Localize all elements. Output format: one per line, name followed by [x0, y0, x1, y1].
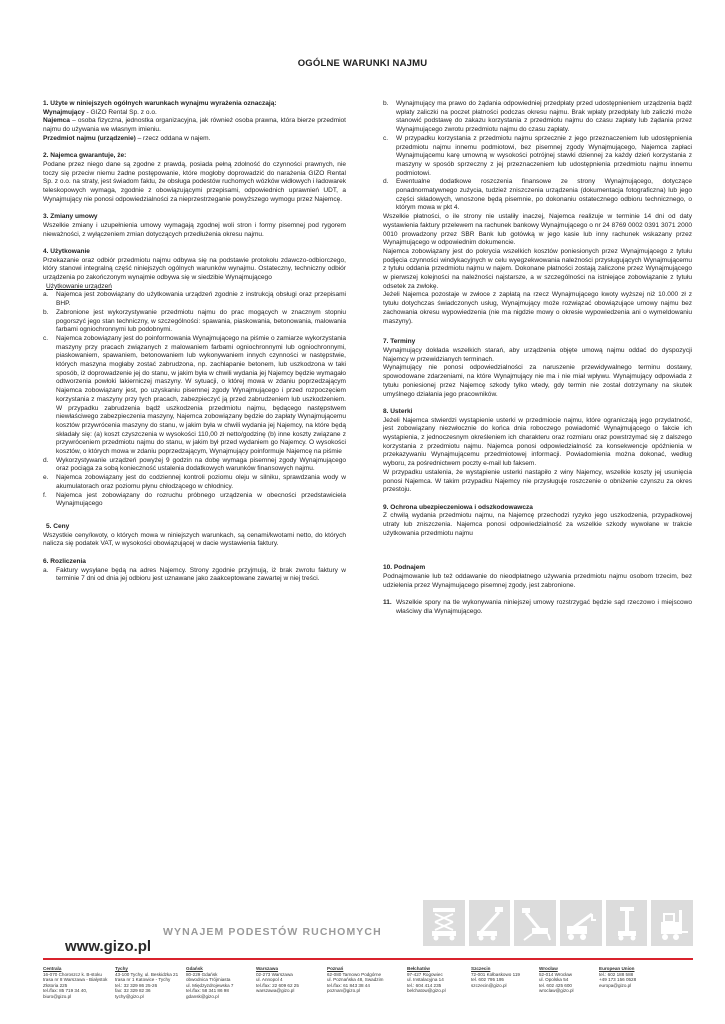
office-line: obwodnica Trójmiasta — [186, 977, 231, 983]
list-item — [43, 492, 346, 509]
section-11 — [383, 599, 692, 616]
definition-wynajmujacy — [43, 109, 346, 118]
section-8-heading: 8. Usterki — [383, 407, 413, 415]
office-line: 43-100 Tychy, ul. Beskidzka 21 — [115, 971, 179, 977]
office-line: tel. 602 795 195 — [471, 977, 504, 983]
boom-lift-icon — [469, 900, 511, 946]
office-name: Bełchatów — [407, 966, 430, 971]
office-centrala — [43, 966, 115, 1000]
list-item-text: Ewentualne dodatkowe roszczenia finansowe ze strony Wynajmującego, dotyczące ponadnormatywnego zużycia, tudzież zniszczenia urządzenia (dokumentacja fotograficzna) lub jego części składowych, wnoszone będą pisemnie, po dokonaniu ostatecznego odbioru technicznego, o którym mowa w pkt 4. — [396, 178, 692, 212]
office-line: +49 173 156 0528 — [599, 977, 637, 983]
list-item-label: c. — [43, 334, 49, 342]
section-6 — [43, 558, 346, 584]
section-2 — [43, 152, 346, 204]
office-european-union — [599, 966, 653, 1000]
mast-lift-icon — [606, 900, 648, 946]
section-4-text: Przekazanie oraz odbiór przedmiotu najmu odbywa się na podstawie protokołu zdawczo-odbiorczego, który stanowi integralną część niniejszych ogólnych warunków wynajmu. Ostateczny, techniczny odbiór urządzenia po zakończonym wynajmie odbywa się w siedzibie Wynajmującego — [43, 256, 346, 282]
list-item — [43, 309, 346, 335]
list-item-label: c. — [383, 134, 389, 142]
list-item — [43, 474, 346, 491]
definition-przedmiot-najmu — [43, 135, 346, 144]
settlement-list-continued — [383, 100, 692, 213]
scissor-lift-icon — [423, 900, 465, 946]
office-line: poznan@gizo.pl — [327, 988, 361, 994]
list-item-text: Wynajmujący ma prawo do żądania odpowiedniej przedpłaty przed udostępnieniem urządzenia bądź wpłaty zaliczki na poczet płatności podczas okresu najmu. Brak wpłaty przedpłaty lub zaliczki może stanowić podstawę do zakazu korzystania z przedmiotu najmu do czasu zapłaty lub żądania przez Wynajmującego zwrotu przedmiotu najmu do czasu zapłaty. — [396, 100, 692, 134]
office-line: 52-014 Wrocław — [539, 971, 573, 977]
list-item — [383, 178, 692, 213]
office-line: tel./fax: 85 719 34 40, — [43, 988, 88, 994]
section-11-text: Wszelkie spory na tle wykonywania niniejszej umowy rozstrzygać będzie sąd rzeczowo i miejscowo właściwy dla Wynajmującego. — [396, 599, 692, 615]
definition-term: Wynajmujący — [43, 108, 85, 116]
office-line: ul. Poznańska 48, Swadzim — [327, 977, 384, 983]
office-belchatow — [407, 966, 471, 1000]
definition-text: – rzecz oddana w najem. — [135, 134, 211, 142]
section-5-text: Wszystkie ceny/kwoty, o których mowa w niniejszych warunkach, są cenami/kwotami netto, do których nalicza się podatek VAT, w wysokości obowiązującej w dacie wystawienia faktury. — [43, 531, 346, 548]
office-line: Złotoria 225 — [43, 982, 68, 988]
office-szczecin — [471, 966, 539, 1000]
definition-text: - GIZO Rental Sp. z o.o. — [84, 108, 157, 116]
office-line: tel./fax: 22 609 62 25 — [256, 982, 299, 988]
section-11-item — [383, 599, 692, 616]
list-item-text: Najemca zobowiązany jest do codziennej kontroli poziomu oleju w silniku, sprawdzania wody w akumulatorach oraz poziomu płynu chłodzącego w chłodnicy. — [56, 474, 346, 490]
office-line: europa@gizo.pl — [599, 982, 632, 988]
section-7-text-1: Wynajmujący dokłada wszelkich starań, aby urządzenia objęte umową najmu oddać do dyspozycji Najemcy w przewidzianych terminach. — [383, 346, 692, 363]
section-2-heading: 2. Najemca gwarantuje, że: — [43, 152, 127, 160]
section-6-heading: 6. Rozliczenia — [43, 557, 86, 565]
section-7-text-2: Wynajmujący nie ponosi odpowiedzialności za naruszenie przewidywalnego terminu dostawy, spowodowane zdarzeniami, na które Wynajmujący nie ma i nie miał wpływu. Wynajmujący odpowiada z tytułu poniesionej przez Najemcę szkody tylko wtedy, gdy termin nie został dotrzymany na skutek umyślnego działania jego pracowników. — [383, 364, 692, 398]
office-line: ul. Międzyzdrojewska 7 — [186, 982, 234, 988]
section-1-heading: 1. Użyte w niniejszych ogólnych warunkach wynajmu wyrażenia oznaczają: — [43, 100, 277, 107]
section-4-heading: 4. Użytkowanie — [43, 247, 90, 255]
office-line: fax: 32 329 82 36 — [115, 988, 151, 994]
list-item-text: Najemca zobowiązany jest do poinformowania Wynajmującego na piśmie o zamiarze wykorzystania maszyny przy pracach związanych z malowaniem farbami ogniochronnymi lub ogniochronnymi, piaskowaniem, spawaniem, betonowaniem lub wykonywaniem innych czynności w następstwie, których maszyna mogłaby zostać zabrudzona, np. zachlapanie betonem, lub uszkodzona w taki sposób, iż doprowadzenie jej do stanu, w jakim była w chwili wydania jej Najemcy będzie wymagało odtworzenia powłoki lakierniczej maszyny. W sytuacji, o której mowa w zdaniu poprzedzającym Najemca zobowiązany jest, po uzyskaniu pisemnej zgody Wynajmującego i przed rozpoczęciem korzystania z maszyny przy tych pracach, zabezpieczyć ją przed zabrudzeniem lub uszkodzeniem. W przypadku zabrudzenia bądź uszkodzenia przedmiotu najmu, będącego następstwem niewłaściwego zabezpieczenia maszyny, Najemca zobowiązany będzie do zapłaty Wynajmującemu kosztów przywrócenia maszyny do stanu, w jakim była w chwili wydania jej Najemcy, na które będą składały się: (a) koszt czyszczenia w wysokości 110,00 zł netto/godzinę (b) inne koszty związane z przywróceniem przedmiotu najmu do stanu, w jakim był przed wydaniem go Najemcy. O wysokości kosztów, o których mowa w zdaniu poprzedzającym, Wynajmujący poinformuje Najemcę na piśmie — [56, 334, 346, 456]
office-line: szczecin@gizo.pl — [471, 982, 507, 988]
office-line: tel.: 602 188 588 — [599, 971, 634, 977]
section-3 — [43, 213, 346, 239]
list-item-label: d. — [383, 178, 389, 186]
section-9-text: Z chwilą wydania przedmiotu najmu, na Najemcę przechodzi ryzyko jego uszkodzenia, przypadkowej utraty lub zniszczenia. Najemca ponosi odpowiedzialność za wszelkie szkody wywołane w trakcie użytkowania przedmiotu najmu — [383, 512, 692, 537]
section-7 — [383, 338, 692, 399]
office-line: tel./fax: 58 341 86 98 — [186, 988, 229, 994]
definition-term: Najemca — [43, 117, 70, 125]
section-4-subheading: Użytkowanie urządzeń — [46, 282, 112, 290]
list-item-label: b. — [383, 100, 389, 107]
office-name: Tychy — [115, 966, 128, 971]
machine-pictograms — [423, 900, 693, 946]
list-item-label: e. — [43, 474, 49, 482]
red-divider — [43, 958, 693, 960]
office-line: 80-229 Gdańsk — [186, 971, 218, 977]
definition-najemca — [43, 117, 346, 134]
section-8-text-1: Jeżeli Najemca stwierdzi wystąpienie usterki w przedmiocie najmu, które ograniczają jego przydatność, jest zobowiązany niezwłocznie do końca dnia roboczego powiadomić Wynajmującego o fakcie ich wystąpienia, z jednoczesnym określeniem ich charakteru oraz rozmiaru oraz powstrzymać się z dalszego korzystania z przedmiotu najmu. Najemca ponosi odpowiedzialność za konsekwencje opóźnienia w przekazywaniu Wynajmującemu przedmiotowej informacji. Powiadomienia można dokonać, według wyboru, za pośrednictwem poczty e-mail lub faksem. — [383, 416, 692, 468]
office-list — [43, 966, 693, 1000]
document-title: OGÓLNE WARUNKI NAJMU — [297, 58, 428, 69]
office-line: belchatow@gizo.pl — [407, 988, 446, 994]
termination-text: Jeżeli Najemca pozostaje w zwłoce z zapłatą na rzecz Wynajmującego kwoty wyższej niż 10.000 zł z tytułu dotychczas świadczonych usług, Wynajmujący może rozwiązać obowiązujące umowy najmu bez zachowania okresu wypowiedzenia (nie ma nigdzie mowy o okresie wypowiedzenia ani o wymeldowaniu maszyny). — [383, 291, 692, 325]
office-name: Centrala — [43, 966, 62, 971]
office-name: Poznań — [327, 966, 344, 971]
office-gdansk — [186, 966, 256, 1000]
section-10-text: Podnajmowanie lub też oddawanie do nieodpłatnego używania przedmiotu najmu osobom trzecim, bez udzielenia przez Wynajmującego pisemnej zgody, jest zabronione. — [383, 573, 692, 589]
office-line: 62-080 Tarnowo Podgórne — [327, 971, 382, 977]
footer — [43, 900, 693, 1020]
right-column — [383, 100, 692, 625]
list-item-text: Najemca jest zobowiązany do rozruchu próbnego urządzenia w obecności przedstawiciela Wynajmującego — [56, 491, 346, 508]
section-10-heading: 10. Podnajem — [383, 564, 426, 572]
list-item-label: a. — [43, 566, 49, 574]
section-2-text: Podane przez niego dane są zgodne z prawdą, posiada pełną zdolność do czynności prawnych, nie toczy się przeciw niemu żadne postępowanie, które mogłoby doprowadzić do narażenia GIZO Rental Sp. z o.o. na straty, jest świadom faktu, że obsługa podestów ruchomych wózków widłowych i ładowarek teleskopowych wymaga, zgodnie z obowiązującymi przepisami, odpowiednich uprawnień UDT, a Wynajmujący nie ponosi odpowiedzialności za nieprzestrzeganie powyższego wymogu przez Najemcę. — [43, 160, 346, 203]
left-column — [43, 100, 346, 593]
website-link[interactable]: www.gizo.pl — [65, 938, 152, 955]
office-line: 16-070 Choroszcz k. B-stoku — [43, 971, 102, 977]
section-10 — [383, 564, 692, 590]
list-item-label: d. — [43, 456, 49, 464]
collection-costs-text: Najemca zobowiązany jest do pokrycia wszelkich kosztów poniesionych przez Wynajmującego z tytułu podjęcia czynności windykacyjnych w celu wyegzekwowania należności przysługujących Wynajmującemu z tytułu oddania przedmiotu najmu w najem. Dokonane płatności zostają zaliczone przez Wynajmującego w pierwszej kolejności na należności najstarsze, a w szczególności na istniejące zobowiązanie z tytułu odsetek za zwłokę. — [383, 247, 692, 290]
section-11-label: 11. — [383, 599, 392, 607]
list-item-text: Wykorzystywanie urządzeń powyżej 9 godzin na dobę wymaga pisemnej zgody Wynajmującego oraz pociąga za sobą konieczność ustalenia dodatkowych warunków finansowych najmu. — [56, 456, 346, 473]
office-line: ul. Annopol 4 — [256, 977, 283, 983]
office-tychy — [115, 966, 186, 1000]
list-item — [43, 457, 346, 474]
section-3-text: Wszelkie zmiany i uzupełnienia umowy wymagają zgodnej woli stron i formy pisemnej pod rygorem nieważności, z wyłączeniem zmian dotyczących przedłużenia okresu najmu. — [43, 221, 346, 238]
office-name: Gdańsk — [186, 966, 203, 971]
office-line: wroclaw@gizo.pl — [539, 988, 574, 994]
payment-terms-text: Wszelkie płatności, o ile strony nie ustaliły inaczej, Najemca realizuje w terminie 14 dni od daty wystawienia faktury przelewem na rachunek bankowy Wynajmującego o nr 24 8769 0002 0391 3071 2000 0010 prowadzony przez SBR Bank lub gotówką w jego kasie lub inny rachunek wskazany przez Wynajmującego w odpowiednim dokumencie. — [383, 213, 692, 247]
office-line: ul. Instalacyjna 14 — [407, 977, 444, 983]
forklift-icon — [651, 900, 693, 946]
section-5-heading: 5. Ceny — [46, 523, 70, 530]
office-line: tel./fax: 61 843 38 44 — [327, 982, 370, 988]
office-line: tel.: 32 329 86 25-26 — [115, 982, 158, 988]
office-line: biuro@gizo.pl — [43, 993, 72, 999]
office-name: Warszawa — [256, 966, 279, 971]
definition-text: – osoba fizyczna, jednostka organizacyjna, jak również osoba prawna, która bierze przedmiot najmu do używania we własnym imieniu. — [43, 117, 346, 134]
section-8 — [383, 408, 692, 495]
office-line: 72-001 Kołbaskowo 119 — [471, 971, 520, 977]
section-4 — [43, 248, 346, 509]
office-name: Wrocław — [539, 966, 558, 971]
usage-list — [43, 291, 346, 509]
section-9 — [383, 504, 692, 539]
list-item — [383, 135, 692, 179]
list-item-text: Faktury wysyłane będą na adres Najemcy. Strony zgodnie przyjmują, iż brak zwrotu faktury w terminie 7 dni od dnia jej odbioru jest uznawane jako zaakceptowane zawartej w niej treści. — [56, 566, 346, 583]
list-item-text: Zabronione jest wykorzystywanie przedmiotu najmu do prac mogących w znacznym stopniu pogorszyć jego stan techniczny, w szczególności: spawania, piaskowania, betonowania, malowania farbami ogniochronnymi lub podobnymi. — [56, 308, 346, 334]
list-item-label: b. — [43, 308, 49, 316]
office-line: 02-273 Warszawa — [256, 971, 293, 977]
list-item-text: Najemca jest zobowiązany do użytkowania urządzeń zgodnie z instrukcją obsługi oraz przepisami BHP. — [56, 291, 346, 308]
section-3-heading: 3. Zmiany umowy — [43, 213, 98, 221]
office-line: warszawa@gizo.pl — [256, 988, 295, 994]
list-item-text: W przypadku korzystania z przedmiotu najmu sprzecznie z jego przeznaczeniem lub udostępnienia przedmiotu najmu innemu podmiotowi, bez pisemnej zgody Wynajmującego, Najemca zapłaci Wynajmującemu karę umowną w wysokości potrójnej stawki dziennej za każdy dzień korzystania z maszyny w sposób sprzeczny z jej przeznaczeniem lub udostępnienia przedmiotu najmu innemu podmiotowi. — [396, 134, 692, 177]
office-line: trasa nr 1 Katowice - Tychy — [115, 977, 171, 983]
office-line: trasa nr 8 Warszawa - Białystok — [43, 977, 108, 983]
definition-term: Przedmiot najmu (urządzenie) — [43, 134, 136, 142]
list-item — [43, 291, 346, 308]
section-5 — [43, 523, 346, 549]
office-line: tel. 602 425 600 — [539, 982, 572, 988]
list-item — [43, 567, 346, 584]
slogan-banner: WYNAJEM PODESTÓW RUCHOMYCH — [163, 926, 382, 938]
section-7-heading: 7. Terminy — [383, 338, 416, 346]
office-name: Szczecin — [471, 966, 491, 971]
section-6-continued — [383, 100, 692, 326]
office-poznan — [327, 966, 407, 1000]
office-line: tel.: 604 414 235 — [407, 982, 442, 988]
office-line: 97-427 Rogowiec — [407, 971, 443, 977]
office-name: European Union — [599, 966, 635, 971]
office-line: gdansk@gizo.pl — [186, 993, 219, 999]
office-line: ul. Opolska 54 — [539, 977, 569, 983]
list-item-label: a. — [43, 291, 49, 299]
section-8-text-2: W przypadku ustalenia, że wystąpienie usterki nastąpiło z winy Najemcy, wszelkie koszty jej usunięcia ponosi Najemca. W takim przypadku Najemcy nie przysługuje roszczenie o obniżenie czynszu za okres przestoju. — [383, 468, 692, 494]
section-1 — [43, 100, 346, 144]
office-wroclaw — [539, 966, 599, 1000]
list-item-label: f. — [43, 491, 47, 499]
office-warszawa — [256, 966, 327, 1000]
settlement-list-start — [43, 567, 346, 584]
telehandler-icon — [560, 900, 602, 946]
spider-lift-icon — [514, 900, 556, 946]
section-9-heading: 9. Ochrona ubezpieczeniowa i odszkodowawcza — [383, 503, 533, 511]
list-item — [383, 100, 692, 135]
office-line: tychy@gizo.pl — [115, 993, 144, 999]
list-item — [43, 335, 346, 457]
